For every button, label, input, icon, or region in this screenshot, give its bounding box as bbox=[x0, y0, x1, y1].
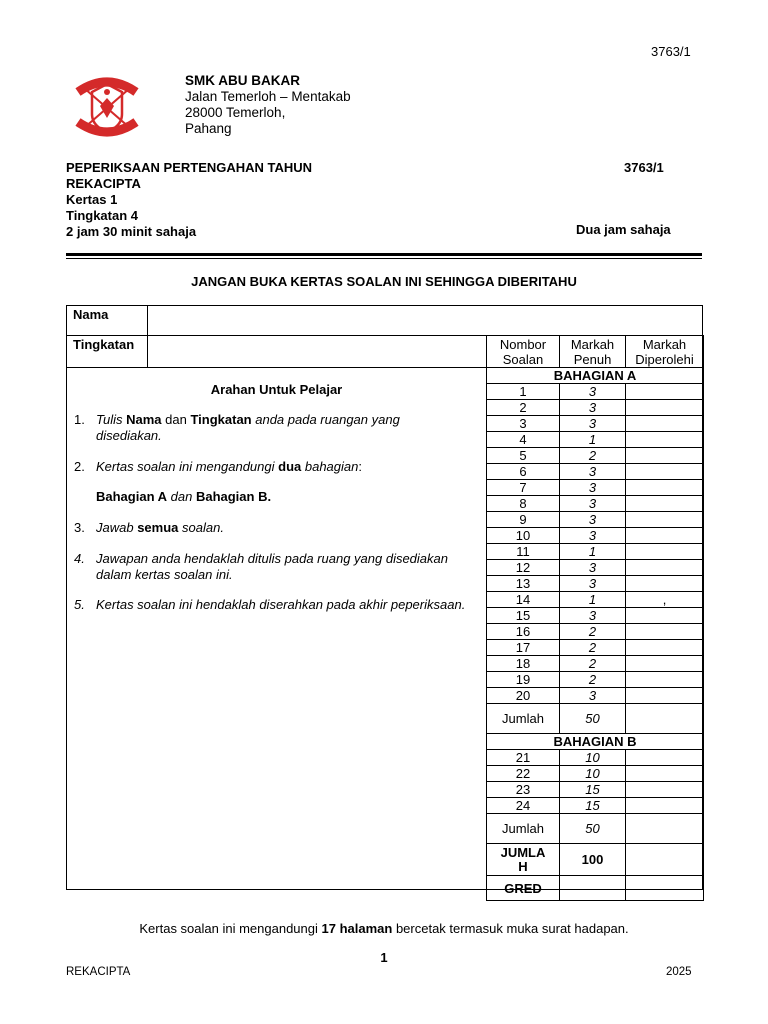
question-number: 15 bbox=[487, 608, 560, 624]
full-marks: 10 bbox=[560, 750, 626, 766]
full-marks: 3 bbox=[560, 400, 626, 416]
table-row bbox=[487, 464, 704, 480]
obtained-marks[interactable] bbox=[626, 448, 704, 464]
question-number: 1 bbox=[487, 384, 560, 400]
full-marks: 2 bbox=[560, 656, 626, 672]
i2-b: dua bbox=[278, 459, 302, 474]
question-number: 21 bbox=[487, 750, 560, 766]
table-row bbox=[487, 400, 704, 416]
i3-b: semua bbox=[137, 520, 179, 535]
table-row bbox=[487, 448, 704, 464]
nama-field[interactable] bbox=[148, 306, 702, 335]
jumlah-b bbox=[487, 814, 704, 844]
instruction-5-text: Kertas soalan ini hendaklah diserahkan pada akhir peperiksaan. bbox=[96, 597, 466, 612]
divider-thin bbox=[66, 258, 702, 259]
table-row bbox=[487, 544, 704, 560]
table-row bbox=[487, 576, 704, 592]
table-row bbox=[487, 480, 704, 496]
question-number: 3 bbox=[487, 416, 560, 432]
header-nombor-soalan bbox=[487, 336, 560, 368]
obtained-marks[interactable]: , bbox=[626, 592, 704, 608]
table-row bbox=[487, 512, 704, 528]
section-b-header bbox=[487, 734, 704, 750]
header-diperolehi-line1: Markah bbox=[642, 336, 687, 352]
question-number: 14 bbox=[487, 592, 560, 608]
address-line-1: Jalan Temerloh – Mentakab bbox=[185, 89, 351, 104]
table-row bbox=[487, 624, 704, 640]
header-penuh-line2: Penuh bbox=[573, 351, 612, 367]
exam-title: PEPERIKSAAN PERTENGAHAN TAHUN bbox=[66, 160, 313, 175]
table-row bbox=[487, 608, 704, 624]
grand-total-row bbox=[487, 844, 704, 876]
obtained-marks[interactable] bbox=[626, 766, 704, 782]
section-a-header bbox=[487, 368, 704, 384]
full-marks: 2 bbox=[560, 448, 626, 464]
question-number: 23 bbox=[487, 782, 560, 798]
nama-label: Nama bbox=[73, 307, 109, 322]
jumlah-a-label: Jumlah bbox=[487, 704, 560, 734]
exam-paper: Kertas 1 bbox=[66, 192, 118, 207]
note-a: Kertas soalan ini mengandungi bbox=[139, 921, 322, 936]
exam-duration: Dua jam sahaja bbox=[576, 222, 671, 237]
obtained-marks[interactable] bbox=[626, 432, 704, 448]
table-row bbox=[487, 750, 704, 766]
full-marks: 10 bbox=[560, 766, 626, 782]
i1-c: dan bbox=[161, 412, 191, 427]
question-number: 2 bbox=[487, 400, 560, 416]
grand-total-obtained[interactable] bbox=[626, 844, 704, 876]
obtained-marks[interactable] bbox=[626, 560, 704, 576]
question-number: 9 bbox=[487, 512, 560, 528]
divider-thick bbox=[66, 253, 702, 256]
instruction-5-number: 5. bbox=[74, 597, 85, 612]
tingkatan-label: Tingkatan bbox=[73, 337, 135, 352]
full-marks: 3 bbox=[560, 384, 626, 400]
question-number: 10 bbox=[487, 528, 560, 544]
i3-a: Jawab bbox=[96, 520, 138, 535]
i1-b: Nama bbox=[126, 412, 162, 427]
instruction-4-text: Jawapan anda hendaklah ditulis pada ruang yang disediakan dalam kertas soalan ini. bbox=[96, 551, 448, 582]
page-number: 1 bbox=[380, 950, 388, 965]
full-marks: 3 bbox=[560, 496, 626, 512]
tingkatan-field[interactable] bbox=[148, 336, 486, 367]
table-row bbox=[487, 782, 704, 798]
full-marks: 15 bbox=[560, 798, 626, 814]
table-row bbox=[487, 688, 704, 704]
header-markah-diperolehi bbox=[626, 336, 704, 368]
i2-a: Kertas soalan ini mengandungi bbox=[96, 459, 279, 474]
i3-c: soalan. bbox=[178, 520, 224, 535]
exam-form: Tingkatan 4 bbox=[66, 208, 139, 223]
table-row bbox=[487, 592, 704, 608]
table-row bbox=[487, 656, 704, 672]
jumlah-a bbox=[487, 704, 704, 734]
table-row bbox=[487, 672, 704, 688]
address-line-3: Pahang bbox=[185, 121, 232, 136]
gred-label: GRED bbox=[487, 876, 560, 901]
header-nombor-line1: Nombor bbox=[499, 336, 547, 352]
i2-c: bahagian bbox=[301, 459, 359, 474]
question-number: 18 bbox=[487, 656, 560, 672]
exam-heading bbox=[66, 160, 312, 240]
header-penuh-line1: Markah bbox=[570, 336, 615, 352]
jumlah-b-label: Jumlah bbox=[487, 814, 560, 844]
instructions-title: Arahan Untuk Pelajar bbox=[210, 382, 343, 397]
obtained-marks[interactable] bbox=[626, 798, 704, 814]
question-number: 8 bbox=[487, 496, 560, 512]
table-row bbox=[487, 766, 704, 782]
obtained-marks[interactable] bbox=[626, 782, 704, 798]
instruction-3-number: 3. bbox=[74, 520, 85, 535]
full-marks: 2 bbox=[560, 624, 626, 640]
instruction-2-number: 2. bbox=[74, 459, 85, 474]
table-row bbox=[487, 432, 704, 448]
question-number: 11 bbox=[487, 544, 560, 560]
grand-total-label bbox=[487, 844, 560, 876]
i2b-c: Bahagian B. bbox=[195, 489, 272, 504]
full-marks: 1 bbox=[560, 544, 626, 560]
obtained-marks[interactable] bbox=[626, 576, 704, 592]
header-markah-penuh bbox=[560, 336, 626, 368]
full-marks: 1 bbox=[560, 592, 626, 608]
full-marks: 3 bbox=[560, 480, 626, 496]
obtained-marks[interactable] bbox=[626, 496, 704, 512]
row-divider-tingkatan bbox=[66, 367, 487, 368]
full-marks: 3 bbox=[560, 528, 626, 544]
document-code-top: 3763/1 bbox=[651, 44, 691, 59]
obtained-marks[interactable] bbox=[626, 608, 704, 624]
header-diperolehi-line2: Diperolehi bbox=[635, 351, 694, 367]
obtained-marks[interactable] bbox=[626, 528, 704, 544]
i1-a: Tulis bbox=[96, 412, 127, 427]
marks-table-header bbox=[487, 336, 704, 368]
i2-d: : bbox=[358, 459, 362, 474]
obtained-marks[interactable] bbox=[626, 640, 704, 656]
note-b: 17 halaman bbox=[321, 921, 393, 936]
obtained-marks[interactable] bbox=[626, 672, 704, 688]
full-marks: 1 bbox=[560, 432, 626, 448]
instruction-1-number: 1. bbox=[74, 412, 85, 427]
exam-subject: REKACIPTA bbox=[66, 176, 141, 191]
school-name: SMK ABU BAKAR bbox=[185, 73, 300, 88]
jumlah-a-value: 50 bbox=[560, 704, 626, 734]
obtained-marks[interactable] bbox=[626, 400, 704, 416]
obtained-marks[interactable] bbox=[626, 512, 704, 528]
header-nombor-line2: Soalan bbox=[502, 351, 544, 367]
full-marks: 3 bbox=[560, 416, 626, 432]
grand-total-value: 100 bbox=[560, 844, 626, 876]
full-marks: 3 bbox=[560, 464, 626, 480]
instruction-2-text bbox=[96, 459, 466, 475]
obtained-marks[interactable] bbox=[626, 416, 704, 432]
gred-row bbox=[487, 876, 704, 901]
full-marks: 3 bbox=[560, 608, 626, 624]
question-number: 22 bbox=[487, 766, 560, 782]
gred-empty bbox=[560, 876, 626, 901]
footer-subject: REKACIPTA bbox=[66, 966, 131, 978]
question-number: 7 bbox=[487, 480, 560, 496]
grand-total-label-line2: H bbox=[518, 858, 528, 874]
marks-table bbox=[486, 335, 704, 901]
address-line-2: 28000 Temerloh, bbox=[185, 105, 286, 120]
jumlah-a-obtained[interactable] bbox=[626, 704, 704, 734]
i1-e: anda pada ruangan yang disediakan. bbox=[96, 412, 400, 443]
obtained-marks[interactable] bbox=[626, 624, 704, 640]
question-number: 4 bbox=[487, 432, 560, 448]
table-row bbox=[487, 640, 704, 656]
school-info bbox=[185, 73, 351, 137]
page-count-note bbox=[0, 921, 768, 936]
full-marks: 2 bbox=[560, 640, 626, 656]
question-number: 16 bbox=[487, 624, 560, 640]
warning-notice: JANGAN BUKA KERTAS SOALAN INI SEHINGGA DIBERITAHU bbox=[191, 274, 577, 289]
question-number: 12 bbox=[487, 560, 560, 576]
question-number: 24 bbox=[487, 798, 560, 814]
instruction-4-number: 4. bbox=[74, 551, 85, 566]
question-number: 6 bbox=[487, 464, 560, 480]
grand-total-label-line1: JUMLA bbox=[500, 844, 546, 860]
obtained-marks[interactable] bbox=[626, 384, 704, 400]
i1-d: Tingkatan bbox=[190, 412, 252, 427]
i2b-b: dan bbox=[167, 489, 196, 504]
instruction-1-text bbox=[96, 412, 466, 444]
table-row bbox=[487, 560, 704, 576]
full-marks: 15 bbox=[560, 782, 626, 798]
full-marks: 2 bbox=[560, 672, 626, 688]
exam-code: 3763/1 bbox=[624, 160, 664, 175]
full-marks: 3 bbox=[560, 560, 626, 576]
instruction-3-text bbox=[96, 520, 466, 536]
question-number: 13 bbox=[487, 576, 560, 592]
i2b-a: Bahagian A bbox=[96, 489, 168, 504]
question-number: 20 bbox=[487, 688, 560, 704]
table-row bbox=[487, 416, 704, 432]
question-number: 17 bbox=[487, 640, 560, 656]
footer-year: 2025 bbox=[666, 966, 692, 978]
note-c: bercetak termasuk muka surat hadapan. bbox=[392, 921, 629, 936]
obtained-marks[interactable] bbox=[626, 480, 704, 496]
full-marks: 3 bbox=[560, 512, 626, 528]
gred-obtained[interactable] bbox=[626, 876, 704, 901]
obtained-marks[interactable] bbox=[626, 688, 704, 704]
table-row bbox=[487, 528, 704, 544]
question-number: 5 bbox=[487, 448, 560, 464]
table-row bbox=[487, 496, 704, 512]
jumlah-b-value: 50 bbox=[560, 814, 626, 844]
table-row bbox=[487, 384, 704, 400]
obtained-marks[interactable] bbox=[626, 544, 704, 560]
table-row bbox=[487, 798, 704, 814]
obtained-marks[interactable] bbox=[626, 656, 704, 672]
full-marks: 3 bbox=[560, 688, 626, 704]
obtained-marks[interactable] bbox=[626, 464, 704, 480]
section-b-header-label: BAHAGIAN B bbox=[487, 734, 704, 750]
instruction-2-sections-text bbox=[96, 489, 466, 505]
exam-time: 2 jam 30 minit sahaja bbox=[66, 224, 197, 239]
full-marks: 3 bbox=[560, 576, 626, 592]
obtained-marks[interactable] bbox=[626, 750, 704, 766]
section-a-header-label: BAHAGIAN A bbox=[487, 368, 704, 384]
jumlah-b-obtained[interactable] bbox=[626, 814, 704, 844]
school-crest-logo bbox=[64, 70, 150, 144]
question-number: 19 bbox=[487, 672, 560, 688]
